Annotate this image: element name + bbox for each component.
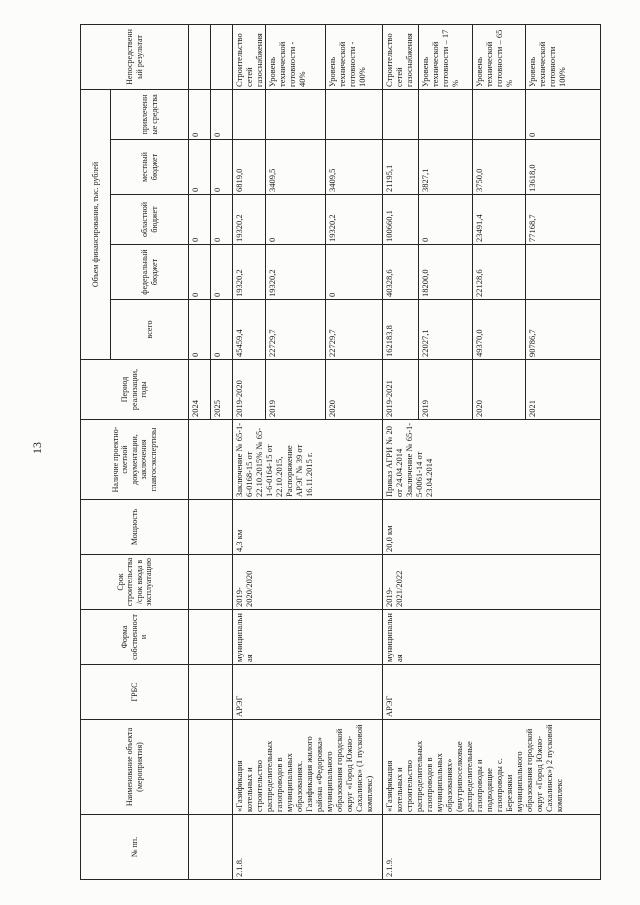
cell-result: Уровень технической готовности 100%	[526, 24, 601, 89]
cell-local: 3409,5	[266, 140, 326, 195]
cell-local: 21195,1	[383, 140, 419, 195]
cell-regional: 100660,1	[383, 195, 419, 245]
cell-local: 3409,5	[326, 140, 383, 195]
cell-total: 22729,7	[266, 300, 326, 360]
cell-capacity: 4,3 км	[233, 500, 383, 555]
cell-period: 2021	[526, 360, 601, 420]
cell-federal: 22128,6	[473, 245, 526, 300]
header-federal: федеральный бюджет	[111, 245, 189, 300]
header-total: всего	[111, 300, 189, 360]
cell-result: Уровень технической готовности – 65 %	[473, 24, 526, 89]
cell-grbs	[189, 665, 233, 720]
cell-result	[189, 24, 211, 89]
header-regional: областной бюджет	[111, 195, 189, 245]
header-financing: Объем финансирования, тыс. рублей	[81, 89, 111, 359]
cell-term: 2019-2020/2020	[233, 555, 383, 610]
cell-attracted	[266, 89, 326, 139]
financing-table	[80, 24, 601, 880]
cell-object-name: «Газификация котельных и строительство распределительных газопроводов в муниципальных образованиях. Газификация жилого района «Федоровка» муниципального образования городской округ «Город Южно-Сахалинск» (1 пусковой комплекс)	[233, 720, 383, 815]
table-row	[233, 24, 266, 879]
cell-term	[189, 555, 233, 610]
cell-regional: 0	[419, 195, 473, 245]
cell-object-number: 2.1.9.	[383, 815, 601, 880]
cell-total: 22027,1	[419, 300, 473, 360]
cell-federal: 0	[211, 245, 233, 300]
cell-total: 49370,0	[473, 300, 526, 360]
cell-federal: 0	[326, 245, 383, 300]
header-grbs: ГРБС	[81, 665, 189, 720]
cell-documentation: Приказ АГРИ № 20 от 24.04.2014 Заключение № 65-1-5-0061-14 от 23.04.2014	[383, 420, 601, 500]
cell-result: Уровень технической готовности - 40%	[266, 24, 326, 89]
cell-total: 90786,7	[526, 300, 601, 360]
cell-regional: 77168,7	[526, 195, 601, 245]
cell-total: 0	[189, 300, 211, 360]
cell-federal: 40328,6	[383, 245, 419, 300]
cell-attracted: 0	[211, 89, 233, 139]
cell-capacity	[189, 500, 233, 555]
cell-total: 0	[211, 300, 233, 360]
cell-period: 2019-2020	[233, 360, 266, 420]
cell-ownership	[189, 610, 233, 665]
cell-result: Строительство сетей газоснабжения	[383, 24, 419, 89]
table-row	[383, 24, 419, 879]
cell-total: 22729,7	[326, 300, 383, 360]
cell-result: Уровень технической готовности - 100%	[326, 24, 383, 89]
cell-period: 2019-2021	[383, 360, 419, 420]
cell-regional: 19320,2	[233, 195, 266, 245]
header-capacity: Мощность	[81, 500, 189, 555]
cell-regional: 0	[189, 195, 211, 245]
header-object-name: Наименование объекта (мероприятия)	[81, 720, 189, 815]
header-period: Период реализации, годы	[81, 360, 189, 420]
cell-local: 6819,0	[233, 140, 266, 195]
cell-object-number: 2.1.8.	[233, 815, 383, 880]
cell-local: 13618,0	[526, 140, 601, 195]
cell-local: 0	[211, 140, 233, 195]
header-documentation: Наличие проектно-сметной документации, заключения главгосэкспертизы	[81, 420, 189, 500]
header-local: местный бюджет	[111, 140, 189, 195]
cell-period: 2025	[211, 360, 233, 420]
cell-federal: 19320,2	[233, 245, 266, 300]
cell-ownership: муниципальная	[233, 610, 383, 665]
cell-period: 2019	[266, 360, 326, 420]
cell-grbs: АРЭГ	[233, 665, 383, 720]
cell-ownership: муниципальная	[383, 610, 601, 665]
cell-attracted	[473, 89, 526, 139]
table-row	[189, 24, 211, 879]
cell-result: Уровень технической готовности – 17 %	[419, 24, 473, 89]
cell-regional: 23491,4	[473, 195, 526, 245]
cell-period: 2020	[326, 360, 383, 420]
cell-regional: 19320,2	[326, 195, 383, 245]
cell-object-name: «Газификация котельных и строительство распределительных газопроводов в муниципальных образованиях» (внутрипоселковые распределительные газопроводы и подводящие газопроводы с. Березняки муниципального образования городской округ «Город Южно-Сахалинск») 2 пусковой комплекс	[383, 720, 601, 815]
cell-documentation: Заключение № 65-1-6-0168-15 от 22.10.2015% № 65-1-6-0164-15 от 22.10.2015, Распоряжение АРЭГ № 39 от 16.11.2015 г.	[233, 420, 383, 500]
cell-attracted: 0	[189, 89, 211, 139]
header-number: № пп.	[81, 815, 189, 880]
cell-attracted: 0	[526, 89, 601, 139]
cell-result	[211, 24, 233, 89]
cell-period: 2020	[473, 360, 526, 420]
cell-capacity: 20,0 км	[383, 500, 601, 555]
cell-local: 3827,1	[419, 140, 473, 195]
cell-attracted	[326, 89, 383, 139]
cell-attracted	[419, 89, 473, 139]
cell-term: 2019-2021/2022	[383, 555, 601, 610]
cell-result: Строительство сетей газоснабжения	[233, 24, 266, 89]
header-term: Срок строительства/срок ввода в эксплуатацию	[81, 555, 189, 610]
cell-total: 162183,8	[383, 300, 419, 360]
page-number: 13	[30, 442, 44, 454]
cell-period: 2024	[189, 360, 211, 420]
cell-federal: 18200,0	[419, 245, 473, 300]
cell-object-name	[189, 720, 233, 815]
cell-attracted	[233, 89, 266, 139]
cell-total: 45459,4	[233, 300, 266, 360]
cell-federal: 19320,2	[266, 245, 326, 300]
cell-regional: 0	[211, 195, 233, 245]
cell-local: 0	[189, 140, 211, 195]
cell-grbs: АРЭГ	[383, 665, 601, 720]
header-attracted: привлеченные средства	[111, 89, 189, 139]
header-result: Непосредственный результат	[81, 24, 189, 89]
header-ownership: Форма собственности	[81, 610, 189, 665]
cell-federal: 0	[189, 245, 211, 300]
cell-attracted	[383, 89, 419, 139]
header-row	[81, 24, 111, 879]
cell-object-number	[189, 815, 233, 880]
cell-local: 3750,0	[473, 140, 526, 195]
cell-federal	[526, 245, 601, 300]
cell-regional: 0	[266, 195, 326, 245]
cell-documentation	[189, 420, 233, 500]
cell-period: 2019	[419, 360, 473, 420]
